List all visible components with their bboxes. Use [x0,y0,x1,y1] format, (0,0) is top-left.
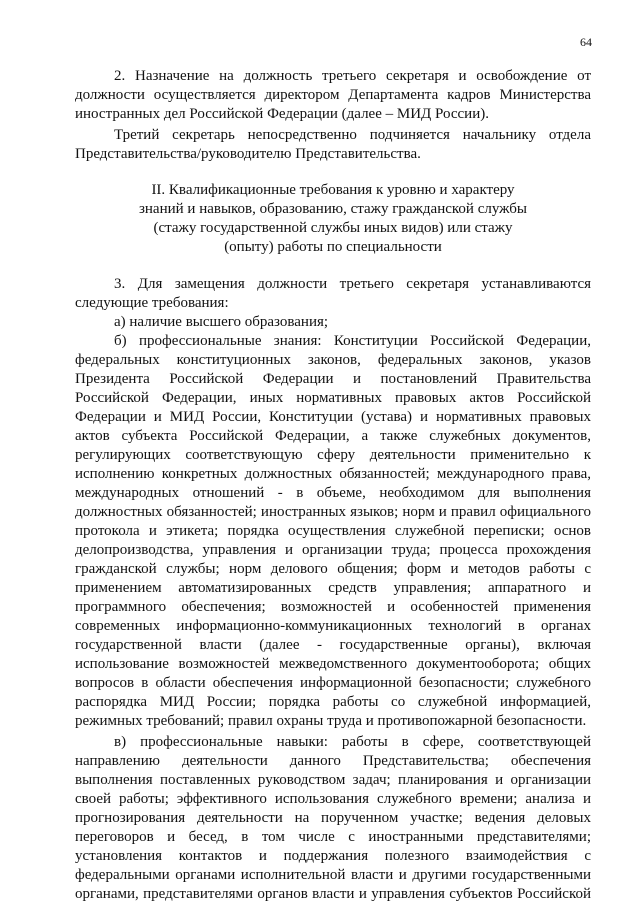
text-line: актов субъекта Российской Федерации, а также служебных документов, [75,428,591,444]
text-line: следующие требования: [75,295,229,311]
text-line: делопроизводства, управления и организации труда; процесса прохождения [75,542,591,558]
text-line: переговоров и бесед, в том числе с иностранными представителями; [75,829,591,845]
text-line: в) профессиональные навыки: работы в сфере, соответствующей [114,734,591,750]
section-heading-line: II. Квалификационные требования к уровню и характеру [151,182,515,198]
section-heading-line: знаний и навыков, образованию, стажу гражданской службы [138,201,528,217]
text-line: б) профессиональные знания: Конституции Российской Федерации, [114,333,591,349]
text-line: направлению деятельности данного Представительства; обеспечения [75,753,591,769]
text-line: вопросов в области обеспечения информационной безопасности; служебного [75,675,591,691]
text-line: регулирующих соответствующую сферу деятельности применительно к [75,447,591,463]
text-line: международных отношений - в объеме, необходимом для выполнения [75,485,591,501]
text-line: использование возможностей межведомственного документооборота; общих [75,656,591,672]
text-line: 3. Для замещения должности третьего секретаря устанавливаются [114,276,591,292]
text-line: протокола и этикета; порядка осуществления служебной переписки; основ [75,523,591,539]
text-line: режимных требований; правил охраны труда и противопожарной безопасности. [75,713,587,729]
text-line: 2. Назначение на должность третьего секретаря и освобождение от [114,68,591,84]
text-line: Федерации и МИД России, Конституции (устава) и нормативных правовых [75,409,591,425]
text-line: распорядка МИД России; порядка работы со служебной информацией, [75,694,591,710]
text-line: исполнению конкретных должностных обязанностей; международного права, [75,466,591,482]
section-heading-line: (опыту) работы по специальности [224,239,442,255]
text-line: применением автоматизированных средств управления; аппаратного и [75,580,591,596]
text-line: Представительства/руководителю Представительства. [75,146,421,162]
section-heading-line: (стажу государственной службы иных видов) или стажу [153,220,513,236]
text-line: Президента Российской Федерации и постановлений Правительства [75,371,591,387]
text-line: Российской Федерации, иных нормативных правовых актов Российской [75,390,591,406]
text-line: Третий секретарь непосредственно подчиняется начальнику отдела [114,127,591,143]
text-line: федеральными органами исполнительной власти и другими государственными [75,867,591,883]
text-line: современных информационно-коммуникационных технологий в органах [75,618,591,634]
text-line: органами, представителями органов власти и управления субъектов Российской [75,886,591,902]
text-line: выполнения поставленных руководством задач; планирования и организации [75,772,591,788]
text-line: программного обеспечения; возможностей и особенностей применения [75,599,591,615]
text-line: иностранных дел Российской Федерации (далее – МИД России). [75,106,489,122]
text-line: должностных обязанностей; иностранных языков; норм и правил официального [75,504,591,520]
text-line: своей работы; эффективного использования служебного времени; анализа и [75,791,591,807]
page-number: 64 [580,35,592,49]
text-line: государственной власти (далее - государственные органы), включая [75,637,591,653]
text-line: должности осуществляется директором Департамента кадров Министерства [75,87,591,103]
text-line: федеральных конституционных законов, федеральных законов, указов [75,352,591,368]
text-line: гражданской службы; норм делового общения; форм и методов работы с [75,561,591,577]
text-line: установления контактов и поддержания полезного взаимодействия с [75,848,591,864]
list-item-a: а) наличие высшего образования; [114,314,329,330]
text-line: прогнозирования деятельности на порученном участке; ведения деловых [75,810,591,826]
